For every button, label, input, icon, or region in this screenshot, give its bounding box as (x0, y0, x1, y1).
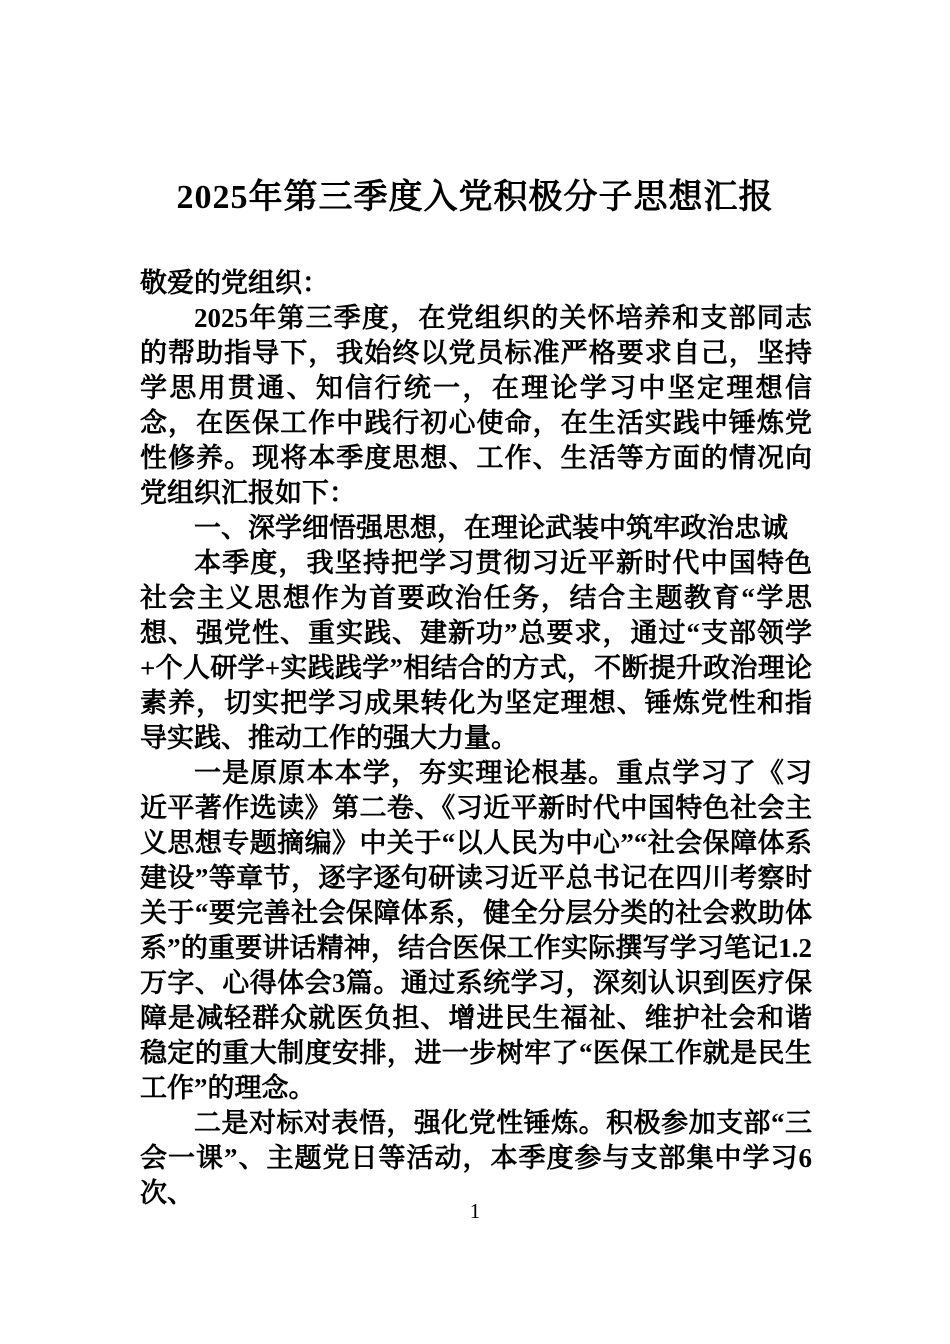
paragraph-body: 本季度，我坚持把学习贯彻习近平新时代中国特色社会主义思想作为首要政治任务，结合主题教育“学思想、强党性、重实践、建新功”总要求，通过“支部领学+个人研学+实践践学”相结合的方式，不断提升政治理论素养，切实把学习成果转化为坚定理想、锤炼党性和指导实践、推动工作的强大力量。 (140, 548, 812, 753)
paragraph-body: 一是原原本本学，夯实理论根基。重点学习了《习近平著作选读》第二卷、《习近平新时代中国特色社会主义思想专题摘编》中关于“以人民为中心”“社会保障体系建设”等章节，逐字逐句研读习近平总书记在四川考察时关于“要完善社会保障体系，健全分层分类的社会救助体系”的重要讲话精神，结合医保工作实际撰写学习笔记1.2万字、心得体会3篇。通过系统学习，深刻认识到医疗保障是减轻群众就医负担、增进民生福祉、维护社会和谐稳定的重大制度安排，进一步树牢了“医保工作就是民生工作”的理念。 (140, 758, 812, 1103)
paragraph-salutation: 敬爱的党组织： (140, 268, 329, 298)
document-title: 2025年第三季度入党积极分子思想汇报 (176, 179, 774, 216)
document-body (140, 266, 812, 1211)
paragraph-heading: 一、深学细悟强思想，在理论武装中筑牢政治忠诚 (194, 513, 788, 543)
paragraph-body: 2025年第三季度，在党组织的关怀培养和支部同志的帮助指导下，我始终以党员标准严格要求自己，坚持学思用贯通、知信行统一，在理论学习中坚定理想信念，在医保工作中践行初心使命，在生活实践中锤炼党性修养。现将本季度思想、工作、生活等方面的情况向党组织汇报如下： (140, 303, 812, 508)
paragraph-body: 二是对标对表悟，强化党性锤炼。积极参加支部“三会一课”、主题党日等活动，本季度参与支部集中学习6次、 (140, 1108, 812, 1208)
page-number: 1 (469, 1199, 481, 1223)
